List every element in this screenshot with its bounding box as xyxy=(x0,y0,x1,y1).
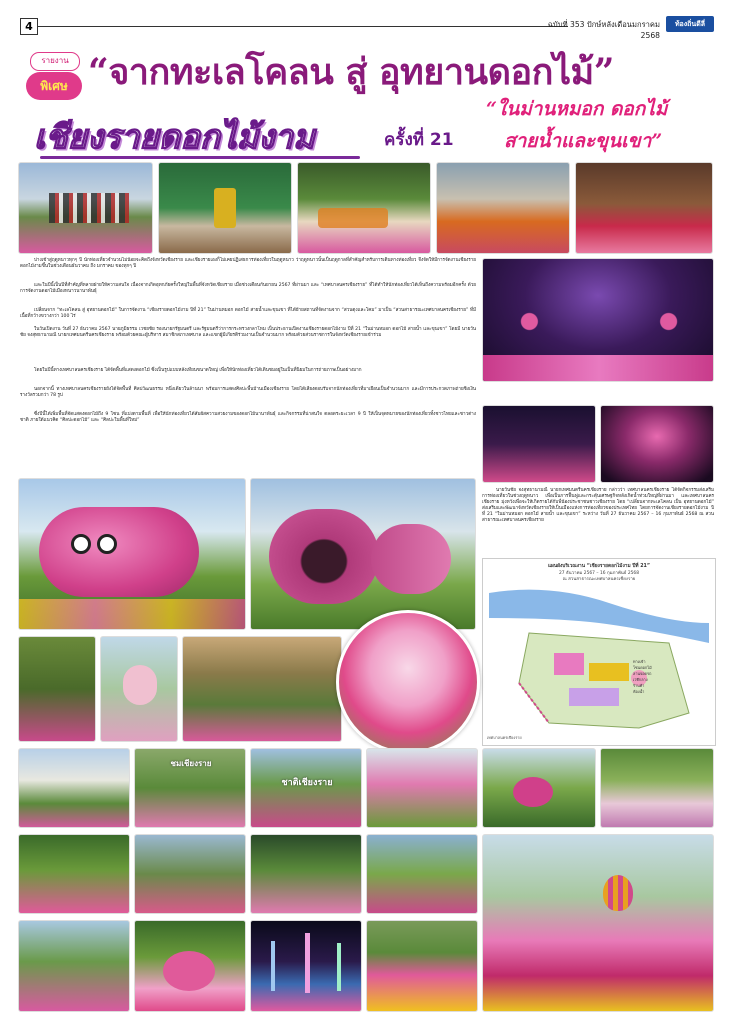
photo-pink-sphere xyxy=(482,748,596,828)
event-site-map xyxy=(482,558,716,746)
header-rule xyxy=(38,26,568,27)
map-title: แผนผังบริเวณงาน “เชียงรายดอกไม้งาม ปีที่ 21” xyxy=(547,564,651,569)
photo-flower-figures xyxy=(100,636,178,742)
sign-text: ชมเชียงราย xyxy=(170,759,212,768)
body-paragraph-2: และในปีนี้เป็นปีที่สำคัญที่หลายฝ่ายให้ความสนใจ เนื่องจากเกิดอุทกภัยครั้งใหญ่ในพื้นที่จังหวัดเชียงราย เมื่อช่วงเดือนกันยายน 2567 ที่ผ่านมา และ “เทศบาลนครเชียงราย” ที่ได้ทำให้นักท่องเที่ยวได้เห็นถึงความพร้อมอีกครั้ง ด้วยการจัดงานดอกไม้เมืองหนาวนานาพันธุ์ xyxy=(20,283,476,295)
photo-pavilion xyxy=(18,748,130,828)
map-legend-item: เวทีกลาง xyxy=(633,677,648,682)
photo-opening-night-stage xyxy=(482,258,714,382)
page-header xyxy=(20,16,714,38)
event-title: เชียงรายดอกไม้งาม xyxy=(34,117,315,156)
map-legend-item: ร้านค้า xyxy=(633,683,645,688)
photo-city-letters xyxy=(250,748,362,828)
photo-fountain-garden xyxy=(134,834,246,914)
photo-officials-event xyxy=(575,162,713,254)
photo-monks-ceremony xyxy=(297,162,431,254)
title-swash xyxy=(40,156,360,159)
photo-welcome-sign xyxy=(134,748,246,828)
map-legend-item: ลานจอดรถ xyxy=(633,671,652,676)
photo-caterpillar-flower-sculpture xyxy=(18,478,246,630)
map-venue: ณ สวนสาธารณะเทศบาลนครเชียงราย xyxy=(562,577,636,582)
subtitle-line-2: สายน้ำและขุนเขา” xyxy=(504,130,663,152)
sign-text-2: ชาติเชียงราย xyxy=(281,778,333,788)
map-legend-item: ห้องน้ำ xyxy=(633,689,645,694)
map-legend-item: ทางเข้า xyxy=(633,659,646,664)
photo-tulip-bubble xyxy=(336,610,480,754)
publication-logo: ท้องถิ่นดีลี่ xyxy=(666,16,714,32)
body-paragraph-3: เปลี่ยนจาก “ทะเลโคลน สู่ อุทยานดอกไม้” ในการจัดงาน “เชียงรายดอกไม้งาม ปีที่ 21” ในม่านหมอก ดอกไม้ สายน้ำและขุนเขา ที่ได้ย้ายสถานที่จัดงานจาก “สวนตุงและโคม” มาเป็น “สวนสาธารณะเทศบาลนครเชียงราย” ที่มีเนื้อที่กว้างขวางกว่า 100 ไร่ xyxy=(20,308,476,320)
photo-monks-seated xyxy=(436,162,570,254)
body-paragraph-8: นายวันชัย จงสุทธานามณี นายกเทศมนตรีนครเชียงราย กล่าวว่า เทศบาลนครเชียงราย ได้จัดกิจกรรมส่งเสริมการท่องเที่ยวในช่วงฤดูหนาว เพื่อเป็นการฟื้นฟูและกระตุ้นเศรษฐกิจหลังเกิดน้ำท่วมใหญ่ที่ผ่านมา และเทศบาลนครเชียงราย มุ่งหวังเพื่อจะให้เกิดรายได้กับพี่น้องประชาชนชาวเชียงราย โดย “เปลี่ยนจากทะเลโคลน เป็น อุทยานดอกไม้” ส่งเสริมและพัฒนาจังหวัดเชียงรายให้เป็นเมืองแห่งการท่องเที่ยวของประเทศไทย โดยการจัดงานเชียงรายดอกไม้งาม ปีที่ 21 “ในม่านหมอก ดอกไม้ สายน้ำ และขุนเขา” ระหว่าง วันที่ 27 ธันวาคม 2567 – 16 กุมภาพันธ์ 2568 ณ สวนสาธารณะเทศบาลนครเชียงราย xyxy=(482,488,714,524)
photo-flower-tunnel xyxy=(250,478,476,630)
photo-lawn-shapes xyxy=(366,834,478,914)
page-number: 4 xyxy=(20,18,38,35)
photo-hot-air-balloon-garden xyxy=(482,834,714,1012)
photo-flower-dress xyxy=(18,834,130,914)
photo-dignitaries-with-flowers xyxy=(18,162,153,254)
map-footer: เทศบาลนครเชียงราย xyxy=(487,735,522,740)
photo-fairy-figures xyxy=(18,920,130,1012)
photo-mountain-garden xyxy=(182,636,342,742)
photo-ceremony-stage xyxy=(158,162,292,254)
body-paragraph-1: ปางเข้าสู่ฤดูหนาวทุกๆ ปี นักท่องเที่ยวจำนวนไม่น้อยจะคิดถึงจังหวัดเชียงราย และเชียงรายเองก็ไม่เคยปฏิเสธการท่องเที่ยวในฤดูหนาว ว่าฤดูหนาวนั้นเป็นฤดูกาลที่สำคัญสำหรับการเดินทางท่องเที่ยว จึงจัดให้มีการจัดงานเชียงรายดอกไม้งามขึ้นในช่วงเดือนธันวาคม ถึง มกราคม ของทุกๆ ปี xyxy=(20,258,476,270)
body-paragraph-5: โดยในปีนี้ทางเทศบาลนครเชียงราย ได้จัดพื้นที่แสดงดอกไม้ ซึ่งเป็นรูปแบบหลังเทียนขนาดใหญ่ เพื่อให้นักท่องเที่ยวได้เดินชมอยู่ในเป็นที่นิยมในการถ่ายภาพเป็นอย่างมาก xyxy=(34,368,362,373)
body-paragraph-6: นอกจากนี้ ทางเทศบาลนครเชียงรายยังได้จัดพื้นที่ ศิลปวัฒนธรรม หนึ่งเดียวในล้านนา พร้อมการแสดงศิลปะพื้นบ้านเมืองเชียงราย โดยได้เสียงตอบรับจากนักท่องเที่ยวที่มาเยือนเป็นจำนวนมาก และมีการประกวดภาพถ่ายชิงเงินรางวัลรวมกว่า 78 รูป xyxy=(20,387,476,399)
map-dates: 27 ธันวาคม 2567 – 16 กุมภาพันธ์ 2568 xyxy=(558,571,640,576)
photo-night-performer xyxy=(482,405,596,483)
photo-snail-sculpture xyxy=(134,920,246,1012)
main-headline: “จากทะเลโคลน สู่ อุทยานดอกไม้” xyxy=(88,51,614,93)
body-paragraph-4: ในวันเปิดงาน วันที่ 27 ธันวาคม 2567 นายภูมิธรรม เวชยชัย รองนายกรัฐมนตรี และรัฐมนตรีว่าการกระทรวงกลาโหม เป็นประธานเปิดงานเชียงรายดอกไม้งาม ปีที่ 21 “ในม่านหมอก ดอกไม้ สายน้ำ และขุนเขา” โดยมี นายวันชัย จงสุทธานามณี นายกเทศมนตรีนครเชียงราย พร้อมด้วยคณะผู้บริหาร สมาชิกสภาเทศบาล และแขกผู้มีเกียรติร่วมงานเป็นจำนวนมาก พร้อมด้วยส่วนราชการในจังหวัดเชียงรายเข้าร่วม xyxy=(20,327,476,339)
photo-fairy-statue xyxy=(18,636,96,742)
special-report-badge xyxy=(26,52,82,104)
photo-cartoon-figures xyxy=(250,834,362,914)
badge-top: รายงาน xyxy=(30,52,80,71)
subtitle-line-1: “ในม่านหมอก ดอกไม้ xyxy=(486,98,668,120)
badge-bottom: พิเศษ xyxy=(26,72,82,100)
issue-info: ฉบับที่ 353 ปักษ์หลังเดือนมกราคม 2568 xyxy=(547,20,660,40)
photo-balloon-caterpillar xyxy=(366,748,478,828)
edition-label: ครั้งที่ 21 xyxy=(384,130,454,150)
photo-curved-flowerbed xyxy=(366,920,478,1012)
map-legend xyxy=(633,659,711,695)
body-paragraph-7: ซึ่งปีนี้ได้เพิ่มพื้นที่จัดแสดงดอกไม้ถึง 9 โซน ที่แบ่งตามพื้นที่ เพื่อให้นักท่องเที่ยวได้สัมผัสความสวยงามของดอกไม้นานาพันธุ์ และกิจกรรมที่น่าสนใจ ตลอดระยะเวลา 9 ปี ให้เป็นจุดหมายของนักท่องเที่ยวทั้งชาวไทยและชาวต่างชาติ ภายใต้แนวคิด “ศิลปะดอกไม้” และ “ศิลปะในพื้นที่ใหม่” xyxy=(20,412,476,424)
map-drawing xyxy=(489,583,709,733)
photo-night-fountain xyxy=(250,920,362,1012)
map-legend-item: โซนดอกไม้ xyxy=(633,665,652,670)
photo-arch-walkway xyxy=(600,748,714,828)
photo-night-flower-arch xyxy=(600,405,714,483)
